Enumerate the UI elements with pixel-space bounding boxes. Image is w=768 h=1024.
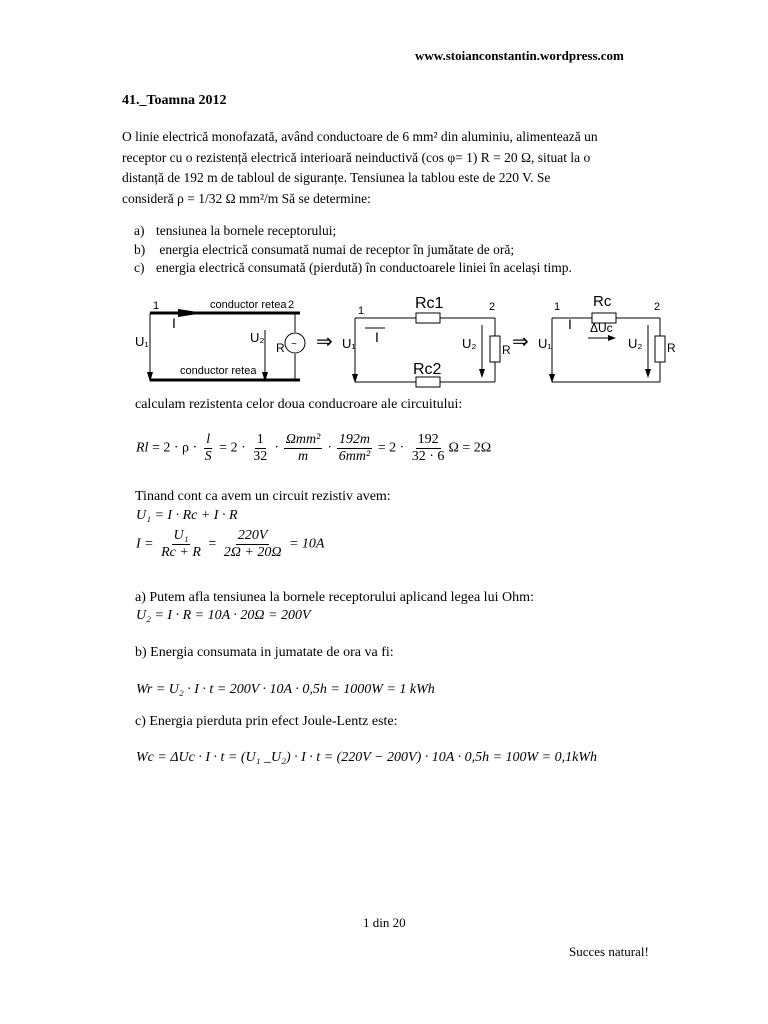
question-item <box>134 241 572 260</box>
u2-label: U₂ <box>462 336 477 351</box>
r-label: R <box>276 341 285 355</box>
node-1-label: 1 <box>358 305 365 317</box>
svg-text:~: ~ <box>291 339 297 350</box>
arrow-icon: ⇒ <box>512 331 529 353</box>
rl-result: Ω = 2Ω <box>448 440 492 456</box>
equation-u1: U₁ = I · Rc + I · R <box>136 508 238 523</box>
question-text: energia electrică consumată numai de receptor în jumătate de oră; <box>156 241 515 257</box>
delta-uc-label: ΔUc <box>590 321 613 335</box>
problem-statement <box>122 127 662 209</box>
statement-line-4: consideră ρ = 1/32 Ω mm²/m Să se determine: <box>122 190 371 206</box>
statement-line-3: distanță de 192 m de tabloul de siguranțe. Tensiunea la tablou este de 220 V. Se <box>122 170 551 185</box>
arrow-icon: ⇒ <box>316 331 333 353</box>
part-a-text: a) Putem afla tensiunea la bornele receptorului aplicand legea lui Ohm: <box>135 590 534 605</box>
node-2-label: 2 <box>654 301 661 313</box>
problem-title: 41._Toamna 2012 <box>122 93 227 108</box>
circuit-original <box>135 299 305 382</box>
u1-label: U₁ <box>538 336 552 351</box>
node-1-label: 1 <box>153 300 160 312</box>
question-text: tensiunea la bornele receptorului; <box>156 223 337 238</box>
question-list <box>134 222 572 278</box>
question-item <box>134 259 572 278</box>
rc1-label: Rc1 <box>415 295 444 312</box>
question-marker: c) <box>134 260 145 275</box>
u2-label: U₂ <box>250 330 265 345</box>
fraction-l-s: $\frac{l}{S}$ <box>204 432 212 464</box>
website-header: www.stoianconstantin.wordpress.com <box>415 48 624 63</box>
rl-eq3: = 2 · <box>374 440 408 456</box>
equation-i: I = $\frac{\text{U₁}}{Rc + R}$ = $\frac{220V}{2\Omega + 20\Omega}$ = 10A <box>136 528 325 560</box>
question-marker: a) <box>134 223 145 238</box>
circuit-two-resistors <box>342 295 511 387</box>
question-marker: b) <box>134 241 146 257</box>
rc2-label: Rc2 <box>413 361 442 378</box>
wire-top-label: conductor retea <box>210 299 287 311</box>
equation-wr: Wr = U₂ · I · t = 200V · 10A · 0,5h = 1000W = 1 kWh <box>136 682 435 697</box>
r-label: R <box>667 341 676 355</box>
intro-text: calculam rezistenta celor doua conducroare ale circuitului: <box>135 397 463 412</box>
question-text: energia electrică consumată (pierdută) în conductoarele liniei în același timp. <box>156 260 572 275</box>
equation-wc: Wc = ΔUc · I · t = (U₁ _U₂) · I · t = (220V − 200V) · 10A · 0,5h = 100W = 0,1kWh <box>136 750 597 765</box>
fraction-ohm: $\frac{\text{Ωmm²}}{m}$ <box>285 432 321 464</box>
part-b-text: b) Energia consumata in jumatate de ora va fi: <box>135 645 394 660</box>
node-2-label: 2 <box>489 301 496 313</box>
node-2-label: 2 <box>288 299 295 311</box>
equation-rl: Rl = 2 · ρ · $\frac{l}{S}$ = 2 · $\frac{1}{32}$ · $\frac{\text{Ωmm²}}{m}$ · $\frac{192m}{\text{6mm²}}$ = 2 · $\frac{192}{32 \cdot 6}$ Ω = 2Ω <box>136 432 492 464</box>
fraction-192: $\frac{192}{32 \cdot 6}$ <box>411 432 445 464</box>
current-label: I <box>568 316 572 332</box>
current-label: I <box>375 329 379 345</box>
resistive-text: Tinand cont ca avem un circuit rezistiv avem: <box>135 489 391 504</box>
wire-bottom-label: conductor retea <box>180 365 257 377</box>
r-label: R <box>502 343 511 357</box>
u1-label: U₁ <box>342 336 356 351</box>
circuit-diagrams <box>120 290 680 390</box>
i-result: = 10A <box>285 536 325 552</box>
rl-lhs: Rl <box>136 440 149 456</box>
page-number: 1 din 20 <box>363 915 406 930</box>
fraction-u1-rc-r: $\frac{\text{U₁}}{Rc + R}$ <box>161 528 201 560</box>
equation-u2: U₂ = I · R = 10A · 20Ω = 200V <box>136 608 311 623</box>
rl-eq1: = 2 · ρ · <box>148 440 201 456</box>
u2-label: U₂ <box>628 336 643 351</box>
circuit-equivalent <box>538 293 676 383</box>
current-label: I <box>172 315 176 331</box>
fraction-1-32: $\frac{1}{32}$ <box>253 432 268 464</box>
footer-motto: Succes natural! <box>569 944 649 959</box>
u1-label: U₁ <box>135 334 149 349</box>
statement-line-2: receptor cu o rezistență electrică interioară neinductivă (cos φ= 1) R = 20 Ω, situat la o <box>122 149 591 165</box>
fraction-length: $\frac{192m}{\text{6mm²}}$ <box>338 432 371 464</box>
fraction-220-22: $\frac{220V}{2\Omega + 20\Omega}$ <box>223 528 282 560</box>
node-1-label: 1 <box>554 301 561 313</box>
rc-label: Rc <box>593 293 612 310</box>
statement-line-1: O linie electrică monofazată, având conductoare de 6 mm² din aluminiu, alimentează un <box>122 129 598 144</box>
part-c-text: c) Energia pierduta prin efect Joule-Lentz este: <box>135 714 398 729</box>
rl-eq2: = 2 · <box>215 440 250 456</box>
i-lhs: I = <box>136 536 158 552</box>
question-item <box>134 222 572 241</box>
